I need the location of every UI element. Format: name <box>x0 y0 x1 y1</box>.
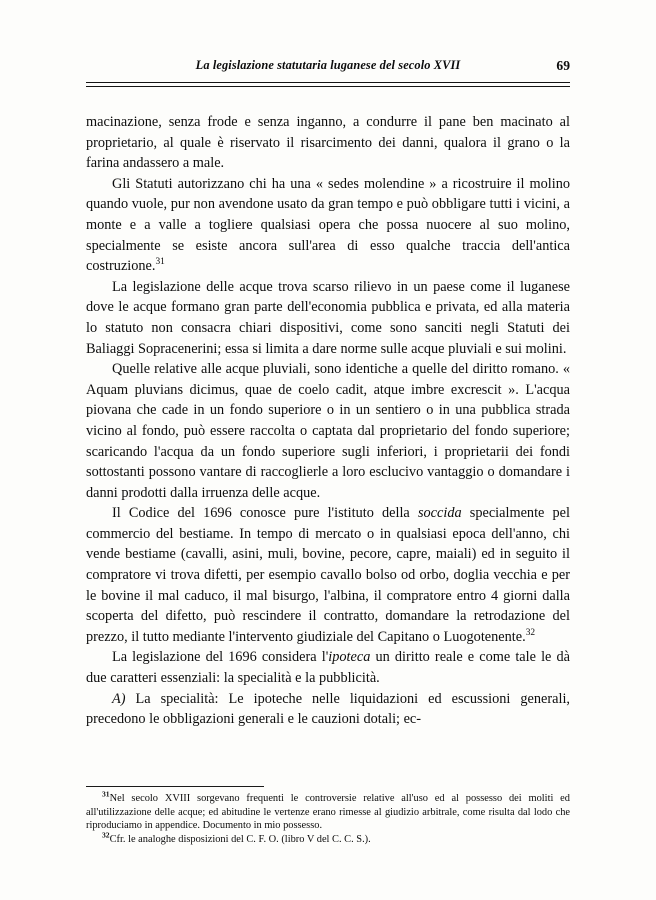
body-paragraph: La legislazione delle acque trova scarso rilievo in un paese come il luganese dove le acque formano gran parte dell'economia pubblica e privata, ed alla materia lo statuto non consacra chiari dispositivi, come sono sanciti negli Statuti dei Baliaggi Sopracenerini; essa si limita a dare norme sulle acque pluviali e sui molini. <box>86 278 570 357</box>
footnote-separator <box>86 786 264 787</box>
body-paragraph: Quelle relative alle acque pluviali, sono identiche a quelle del diritto romano. « Aquam pluvians dicimus, quae de coelo cadit, atque imbre excrescit ». L'acqua piovana che cade in un fondo superiore o in un sentiero o in una pubblica strada vicino al fondo, può essere raccolta o captata dal proprietario del fondo superiore; scaricando l'acqua da un fondo superiore sugli inferiori, i proprietarii dei fondi sottostanti possono vantare di raccoglierle a loro esclucivo vantaggio o domandare i danni prodotti dalla irruenza delle acque. <box>86 361 570 501</box>
body-paragraph: La legislazione del 1696 considera l'ipoteca un diritto reale e come tale le dà due caratteri essenziali: la specialità e la pubblicità. <box>86 649 570 687</box>
page-content <box>86 58 570 730</box>
body-paragraph: macinazione, senza frode e senza inganno, a condurre il pane ben macinato al proprietario, al quale è riservato il risarcimento dei danni, qualora il grano o la farina andassero a male. <box>86 114 570 172</box>
page-number: 69 <box>556 58 570 73</box>
footnote-item: $^{31}$Nel secolo XVIII sorgevano frequenti le controversie relative all'uso ed al possesso dei moliti ed all'utilizzazione delle acque; ed abitudine le vertenze erano rimesse al giudizio arbitrale, come risulta dal lodo che riproduciamo in appendice. Documento in mio possesso. <box>86 789 570 832</box>
footnote-reference[interactable]: 32 <box>525 628 536 639</box>
emphasized-text: soccida <box>417 505 462 522</box>
footnote-block <box>86 789 570 846</box>
running-head-title: La legislazione statutaria luganese del secolo XVII <box>195 58 461 72</box>
running-head <box>86 58 570 92</box>
body-paragraph: Il Codice del 1696 conosce pure l'istituto della soccida specialmente pel commercio del bestiame. In tempo di mercato o in qualsiasi epoca dell'anno, chi vende bestiame (cavalli, asini, muli, bovine, pecore, capre, maiali) ed in seguito il compratore vi trova difetti, per esempio cavallo bolso od orbo, doglia vecchia e per le bovine il mal caduco, il mal bisurgo, l'albina, il compratore entro 4 giorni dalla scoperta del difetto, può rescindere il contratto, domandare la retrodazione del prezzo, il tutto mediante l'intervento giudiziale del Capitano o Luogotenente.$^{32}$ <box>86 505 570 645</box>
header-rule <box>86 82 570 87</box>
body-paragraph: Gli Statuti autorizzano chi ha una « sedes molendine » a ricostruire il molino quando vuole, pur non avendone usato da gran tempo e può obbligare tutti i vicini, a monte e a valle a togliere qualsiasi opera che possa nuocere al suo molino, specialmente se esiste ancora sull'area di esso qualche traccia dell'antica costruzione.$^{31}$ <box>86 175 570 275</box>
body-paragraph: A) La specialità: Le ipoteche nelle liquidazioni ed escussioni generali, precedono le obbligazioni generali e le cauzioni dotali; ec- <box>86 690 570 728</box>
emphasized-text: ipoteca <box>328 649 371 666</box>
emphasized-text: A) <box>112 690 126 707</box>
footnote-item: $^{32}$Cfr. le analoghe disposizioni del C. F. O. (libro V del C. C. S.). <box>102 830 371 845</box>
footnote-reference[interactable]: 31 <box>155 257 165 268</box>
footnote-marker: 32 <box>102 830 110 840</box>
body-text <box>86 112 570 730</box>
footnote-marker: 31 <box>102 789 110 799</box>
